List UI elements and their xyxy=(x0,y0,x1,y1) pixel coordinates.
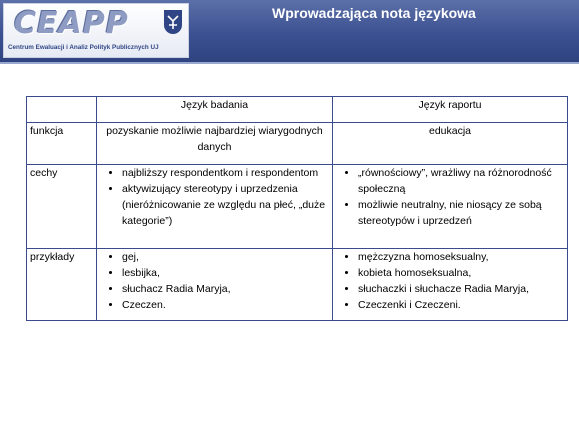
row-label-cechy: cechy xyxy=(27,165,97,249)
list-item: • możliwie neutralny, nie niosący ze sobą stereotypów i uprzedzeń xyxy=(358,197,564,229)
list-item: • Czeczen. xyxy=(122,297,329,313)
table-row-cechy xyxy=(27,165,568,249)
cell-przyklady-badania xyxy=(97,249,333,321)
logo-wordmark: CEAPP xyxy=(14,6,129,41)
list-item: • Czeczenki i Czeczeni. xyxy=(358,297,564,313)
cell-funkcja-badania: pozyskanie możliwie najbardziej wiarygodnych danych xyxy=(97,123,333,165)
list-item: • kobieta homoseksualna, xyxy=(358,265,564,281)
header-cell-jezyk-raportu: Język raportu xyxy=(333,97,568,123)
bullet-list xyxy=(336,249,564,313)
list-item: • najbliższy respondentkom i respondentom xyxy=(122,165,329,181)
row-label-przyklady: przykłady xyxy=(27,249,97,321)
page-title: Wprowadzająca nota językowa xyxy=(272,5,476,21)
ceapp-logo xyxy=(3,3,189,58)
table-row-funkcja xyxy=(27,123,568,165)
header-cell-empty xyxy=(27,97,97,123)
bullet-list xyxy=(100,165,329,229)
cell-funkcja-raportu: edukacja xyxy=(333,123,568,165)
list-item: • słuchaczki i słuchacze Radia Maryja, xyxy=(358,281,564,297)
list-item: • aktywizujący stereotypy i uprzedzenia (nieróżnicowanie ze względu na płeć, „duże kategorie”) xyxy=(122,181,329,229)
row-label-funkcja: funkcja xyxy=(27,123,97,165)
list-item: • gej, xyxy=(122,249,329,265)
table-header-row xyxy=(27,97,568,123)
logo-subtitle: Centrum Ewaluacji i Analiz Polityk Publicznych UJ xyxy=(8,44,159,51)
header-bar xyxy=(0,0,579,62)
cell-cechy-raportu xyxy=(333,165,568,249)
cell-cechy-badania xyxy=(97,165,333,249)
crest-icon xyxy=(164,10,182,34)
list-item: • mężczyzna homoseksualny, xyxy=(358,249,564,265)
table-row-przyklady xyxy=(27,249,568,321)
header-cell-jezyk-badania: Język badania xyxy=(97,97,333,123)
bullet-list xyxy=(336,165,564,229)
bullet-list xyxy=(100,249,329,313)
header-divider xyxy=(0,62,579,64)
list-item: • „równościowy”, wrażliwy na różnorodność społeczną xyxy=(358,165,564,197)
language-note-table xyxy=(26,96,568,321)
cell-przyklady-raportu xyxy=(333,249,568,321)
list-item: • słuchacz Radia Maryja, xyxy=(122,281,329,297)
list-item: • lesbijka, xyxy=(122,265,329,281)
